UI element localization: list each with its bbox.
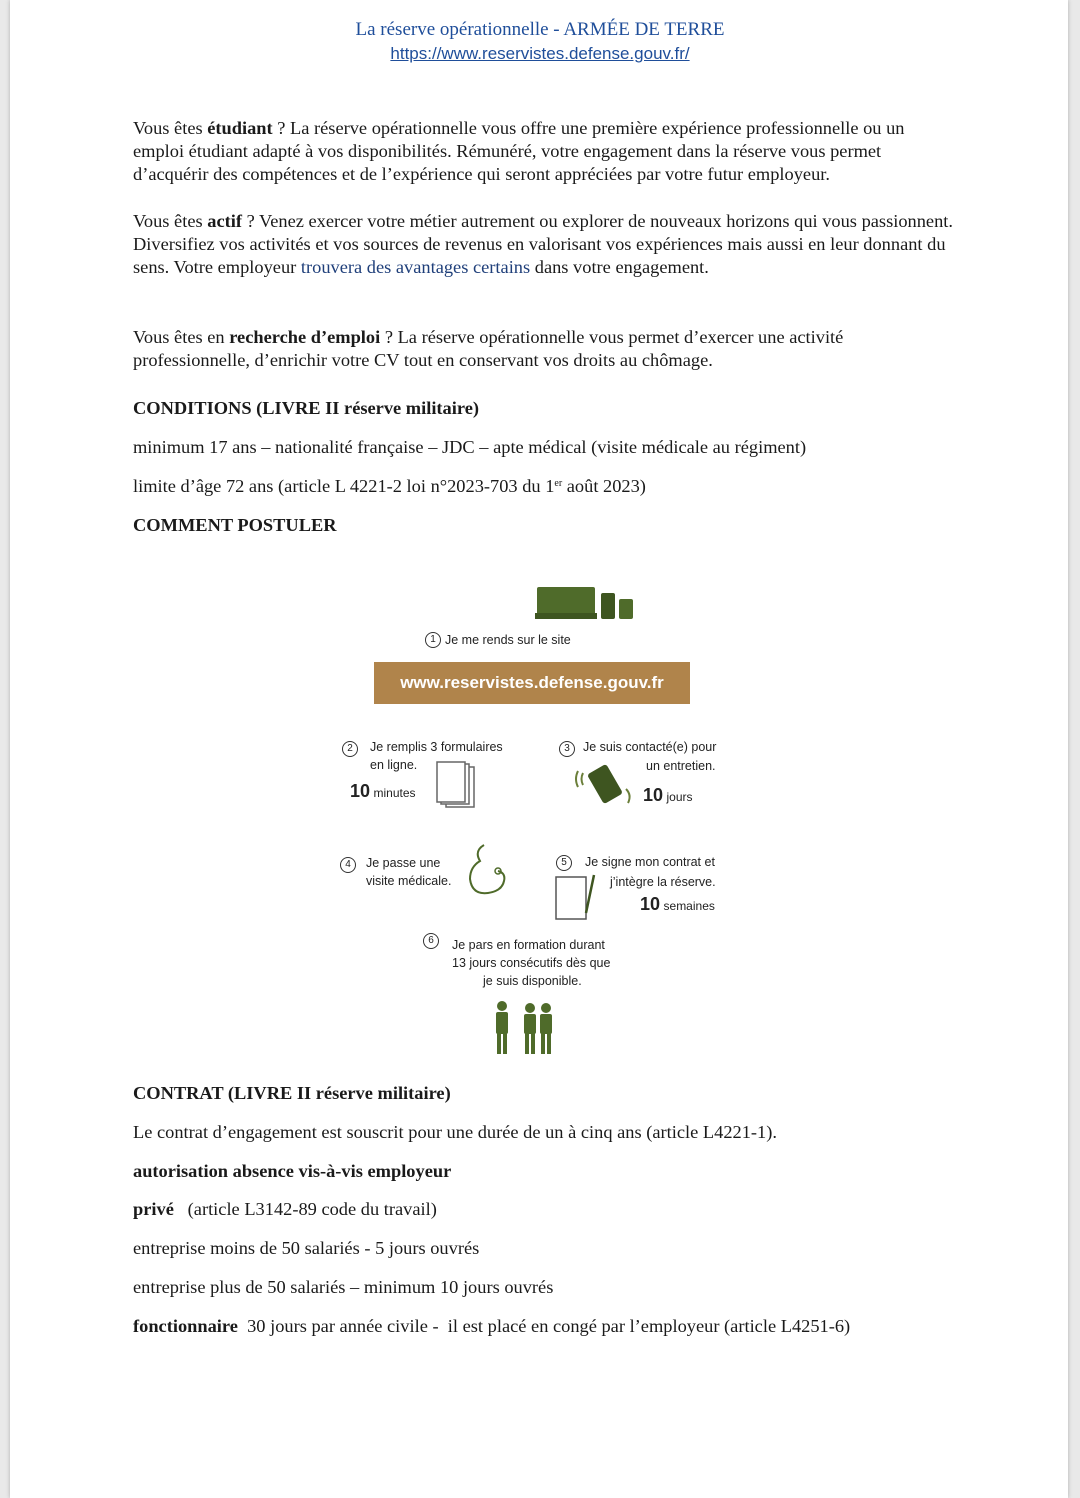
document-title: La réserve opérationnelle - ARMÉE DE TERRE [355, 19, 725, 40]
step-3-number: 3 [559, 741, 575, 757]
avantages-link[interactable]: trouvera des avantages certains [300, 256, 531, 277]
step-3-text-a: Je suis contacté(e) pour [583, 740, 717, 754]
step-5-text-a: Je signe mon contrat et [585, 855, 715, 869]
paragraph-emploi: Vous êtes en recherche d’emploi ? La réserve opérationnelle vous permet d’exercer une activité professionnelle, d’enrichir votre CV tout en conservant vos droits au chômage. [133, 327, 844, 370]
conditions-line-2: limite d’âge 72 ans (article L 4221-2 loi n°2023-703 du 1er août 2023) [133, 476, 646, 496]
step-2-duration: 10 minutes [350, 781, 416, 801]
phone-icon [574, 761, 636, 807]
step-6-text-a: Je pars en formation durant [452, 938, 605, 952]
plus-50-line: entreprise plus de 50 salariés – minimum 10 jours ouvrés [133, 1277, 554, 1297]
step-5-duration: 10 semaines [640, 894, 715, 914]
step-6-number: 6 [423, 933, 439, 949]
paragraph-actif: Vous êtes actif ? Venez exercer votre métier autrement ou explorer de nouveaux horizons qui vous passionnent. Diversifiez vos activités et vos sources de revenus en valorisant vos expériences mais aussi en leur donnant du sens. Votre employeur trouvera des avantages certains dans votre engagement. [133, 211, 953, 277]
stethoscope-icon [464, 841, 512, 901]
devices-icon [535, 583, 641, 621]
step-5-number: 5 [556, 855, 572, 871]
contract-icon [554, 873, 600, 923]
step-2-number: 2 [342, 741, 358, 757]
step-2-text-a: Je remplis 3 formulaires [370, 740, 503, 754]
soldiers-icon [490, 1000, 562, 1062]
step-5-text-b: j’intègre la réserve. [610, 875, 716, 889]
step-4-text-a: Je passe une [366, 856, 441, 870]
step-6-text-b: 13 jours consécutifs dès que [452, 956, 611, 970]
site-link[interactable]: https://www.reservistes.defense.gouv.fr/ [390, 44, 690, 63]
step-1-text: Je me rends sur le site [445, 633, 571, 647]
application-steps-infographic [330, 575, 750, 1065]
step-4-text-b: visite médicale. [366, 874, 452, 888]
forms-icon [436, 761, 478, 811]
step-3-duration: 10 jours [643, 785, 693, 805]
autorisation-heading: autorisation absence vis-à-vis employeur [133, 1161, 452, 1181]
step-4-number: 4 [340, 857, 356, 873]
site-url-banner[interactable]: www.reservistes.defense.gouv.fr [374, 662, 690, 704]
step-6-text-c: je suis disponible. [483, 974, 582, 988]
conditions-heading: CONDITIONS (LIVRE II réserve militaire) [133, 398, 479, 418]
step-3-text-b: un entretien. [646, 759, 716, 773]
moins-50-line: entreprise moins de 50 salariés - 5 jours ouvrés [133, 1238, 480, 1258]
step-2-text-b: en ligne. [370, 758, 418, 772]
contrat-line-1: Le contrat d’engagement est souscrit pour une durée de un à cinq ans (article L4221-1). [133, 1122, 777, 1142]
fonctionnaire-line: fonctionnaire 30 jours par année civile - il est placé en congé par l’employeur (article L4251-6) [133, 1316, 851, 1336]
paragraph-etudiant: Vous êtes étudiant ? La réserve opérationnelle vous offre une première expérience professionnelle ou un emploi étudiant adapté à vos disponibilités. Rémunéré, votre engagement dans la réserve vous permet d’acquérir des compétences et de l’expérience qui seront appréciées par votre futur employeur. [133, 118, 905, 184]
postuler-heading: COMMENT POSTULER [133, 515, 337, 535]
conditions-line-1: minimum 17 ans – nationalité française – JDC – apte médical (visite médicale au régiment) [133, 437, 807, 457]
step-1-number: 1 [425, 632, 441, 648]
prive-line: privé (article L3142-89 code du travail) [133, 1199, 437, 1219]
contrat-heading: CONTRAT (LIVRE II réserve militaire) [133, 1083, 451, 1103]
